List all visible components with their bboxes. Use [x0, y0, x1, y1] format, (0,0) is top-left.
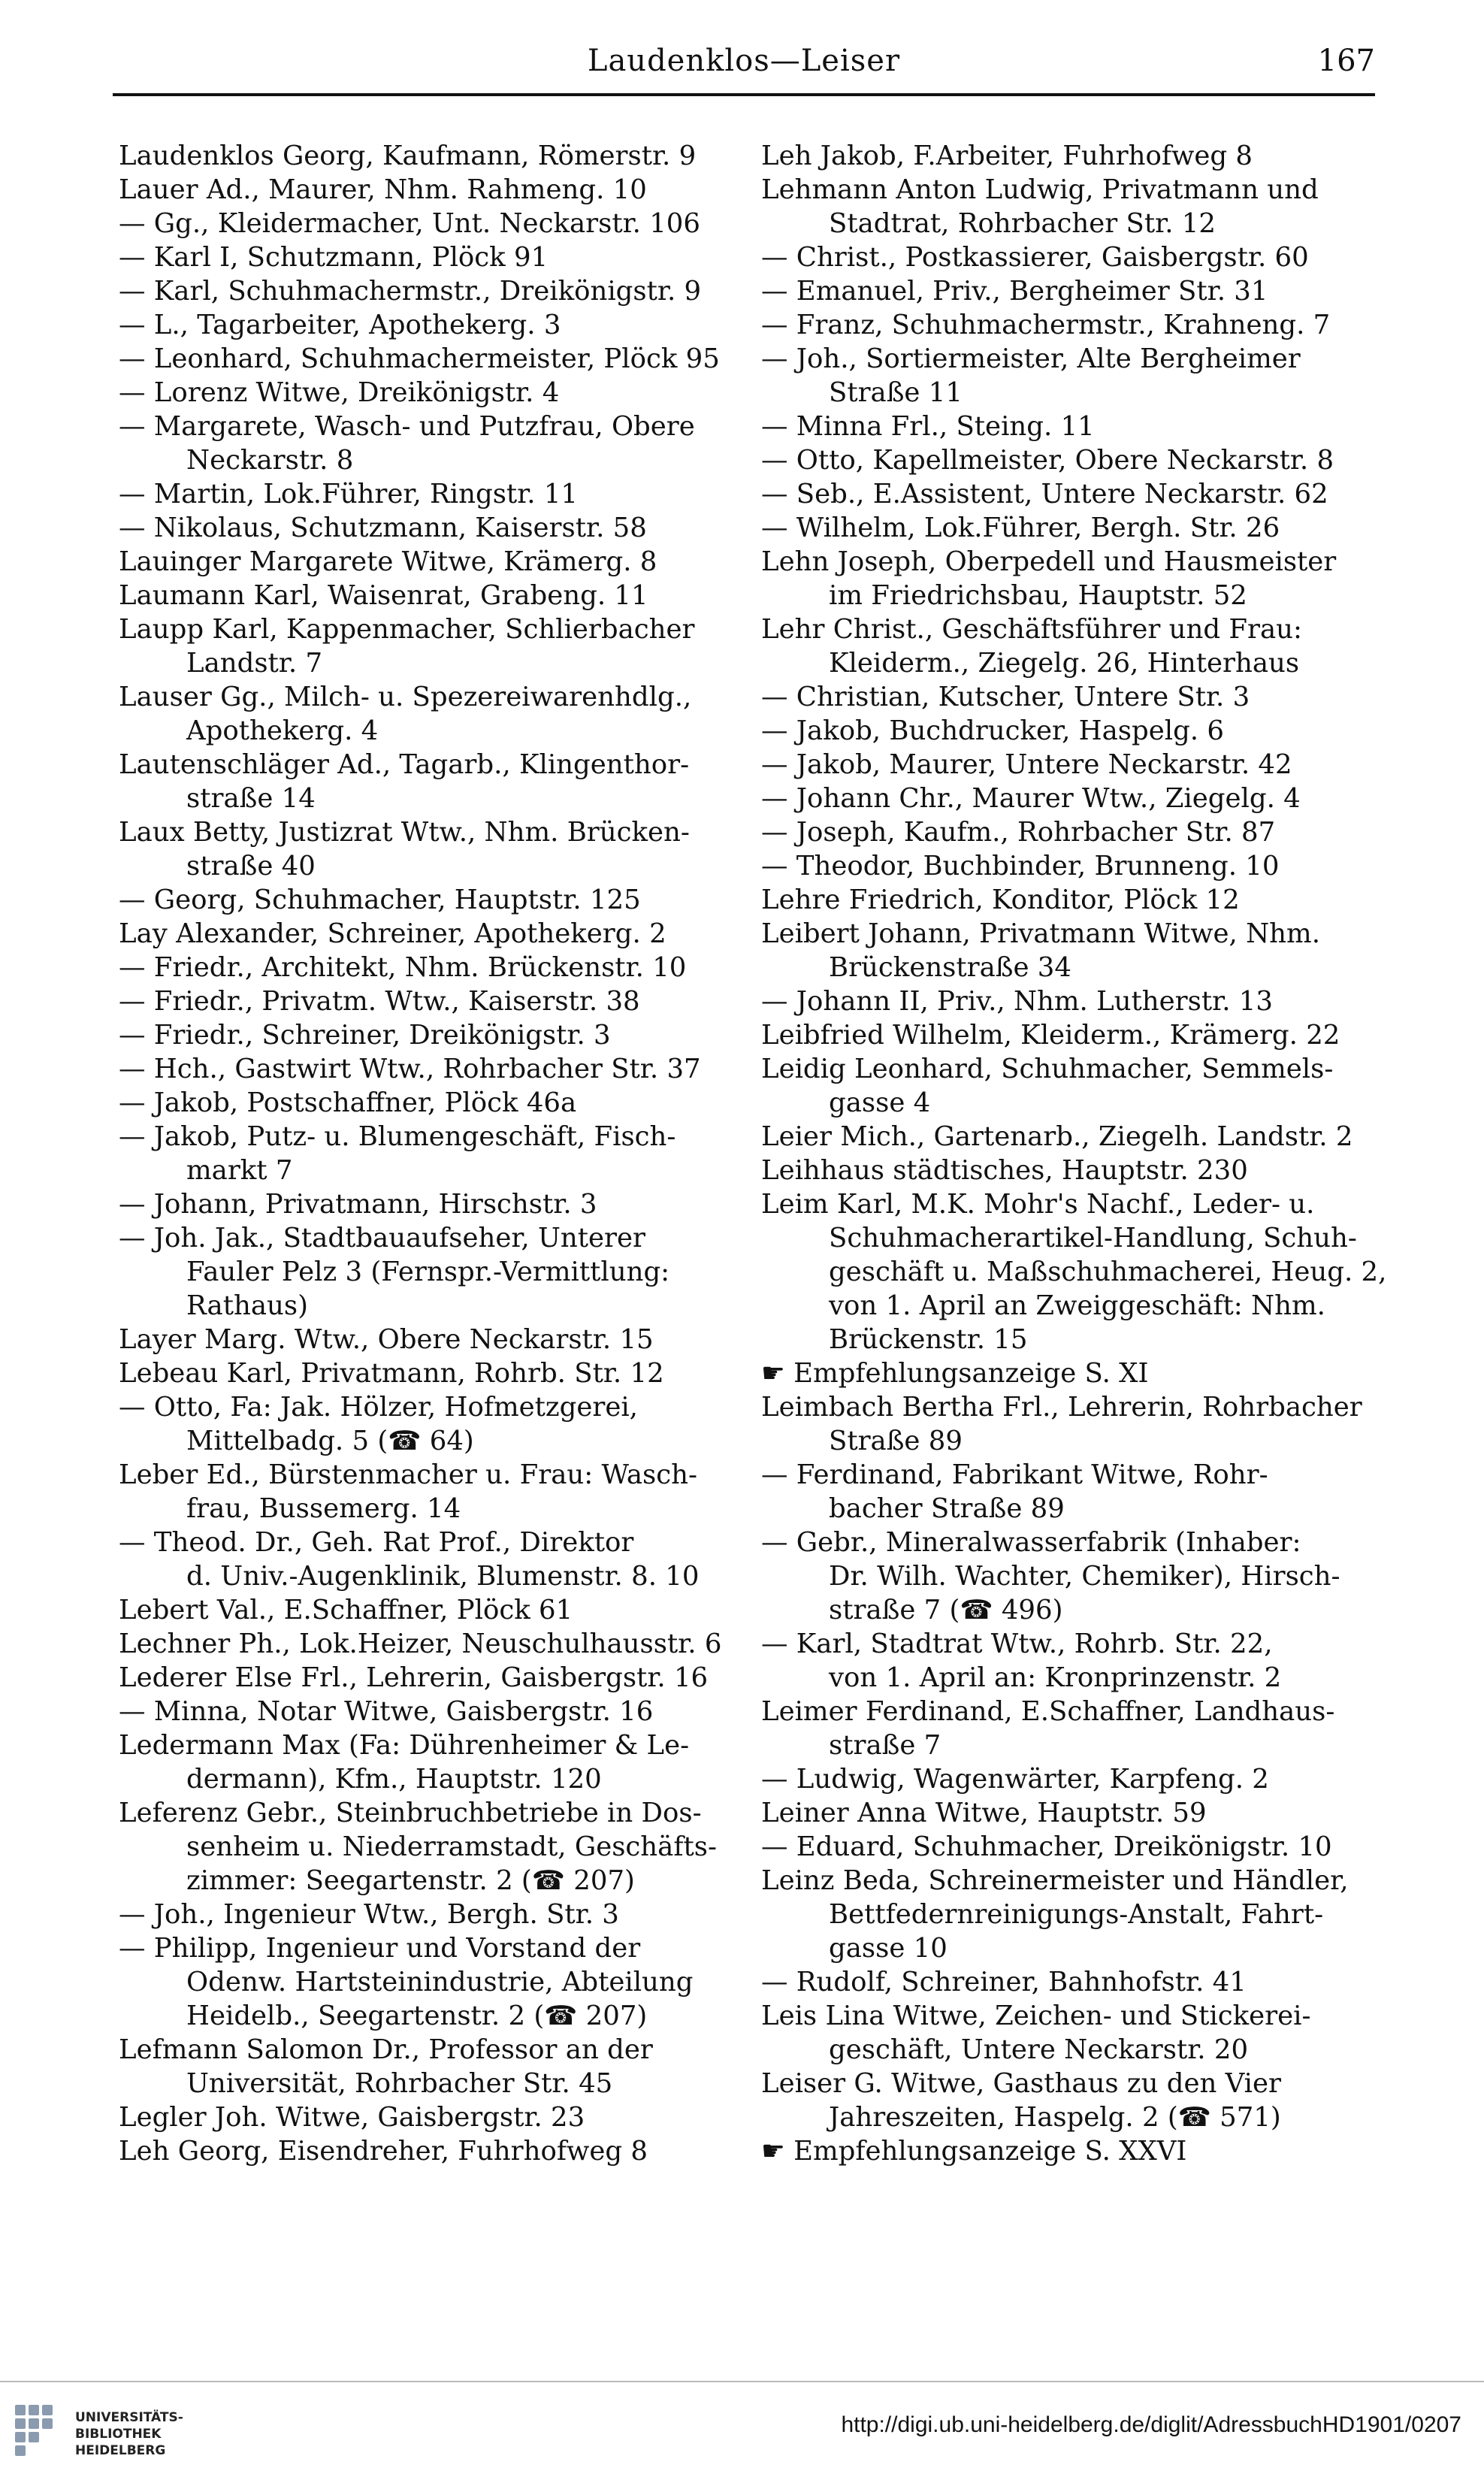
entry-line: ☛ Empfehlungsanzeige S. XI	[761, 1358, 1149, 1389]
entry-line: — Leonhard, Schuhmachermeister, Plöck 95	[119, 343, 720, 374]
entry-line: Lauer Ad., Maurer, Nhm. Rahmeng. 10	[119, 174, 647, 205]
directory-entry	[761, 1864, 1392, 1965]
entry-line: — Theod. Dr., Geh. Rat Prof., Direktor	[119, 1527, 634, 1558]
entry-line: Lechner Ph., Lok.Heizer, Neuschulhausstr. 6	[119, 1629, 722, 1659]
entry-line: Laudenklos Georg, Kaufmann, Römerstr. 9	[119, 141, 697, 171]
entry-line: — Minna Frl., Steing. 11	[761, 411, 1095, 442]
footer-divider	[0, 2381, 1484, 2382]
entry-line: — Hch., Gastwirt Wtw., Rohrbacher Str. 37	[119, 1054, 701, 1084]
directory-entry	[761, 308, 1392, 342]
directory-entry	[761, 1762, 1392, 1796]
entry-line: Laux Betty, Justizrat Wtw., Nhm. Brücken-	[119, 817, 690, 848]
directory-entry	[761, 477, 1392, 511]
directory-entry	[119, 477, 750, 511]
entry-line: Ledermann Max (Fa: Dührenheimer & Le-	[119, 1730, 690, 1761]
entry-continuation-line: Brückenstraße 34	[829, 952, 1071, 983]
entry-continuation-line: Apothekerg. 4	[186, 715, 379, 746]
entry-continuation-line: markt 7	[186, 1155, 293, 1186]
entry-line: — Rudolf, Schreiner, Bahnhofstr. 41	[761, 1967, 1247, 1998]
entry-line: — Christ., Postkassierer, Gaisbergstr. 60	[761, 242, 1309, 273]
directory-entry	[119, 1695, 750, 1728]
directory-entry	[119, 139, 750, 173]
entry-continuation-line: Straße 89	[829, 1426, 963, 1456]
entry-line: — Jakob, Maurer, Untere Neckarstr. 42	[761, 749, 1292, 780]
header-rule	[113, 93, 1375, 96]
entry-line: Laupp Karl, Kappenmacher, Schlierbacher	[119, 614, 695, 645]
entry-continuation-line: geschäft, Untere Neckarstr. 20	[829, 2034, 1249, 2065]
entry-line: Legler Joh. Witwe, Gaisbergstr. 23	[119, 2102, 585, 2133]
entry-line: — Wilhelm, Lok.Führer, Bergh. Str. 26	[761, 513, 1280, 543]
directory-entry	[761, 1356, 1392, 1390]
directory-entry	[119, 274, 750, 308]
directory-entry	[119, 1898, 750, 1931]
entry-line: Lefmann Salomon Dr., Professor an der	[119, 2034, 653, 2065]
entry-line: — Joh., Sortiermeister, Alte Bergheimer	[761, 343, 1301, 374]
directory-entry	[119, 2033, 750, 2100]
entry-line: Lehmann Anton Ludwig, Privatmann und	[761, 174, 1319, 205]
entry-continuation-line: Straße 11	[829, 377, 963, 408]
library-name	[75, 2409, 183, 2459]
entry-line: Leber Ed., Bürstenmacher u. Frau: Wasch-	[119, 1459, 698, 1490]
directory-entry	[761, 173, 1392, 240]
entry-line: — Otto, Kapellmeister, Obere Neckarstr. 8	[761, 445, 1334, 476]
directory-entry	[119, 1086, 750, 1120]
directory-entry	[761, 748, 1392, 782]
entry-continuation-line: gasse 4	[829, 1087, 931, 1118]
directory-entry	[119, 1120, 750, 1187]
entry-line: Lebeau Karl, Privatmann, Rohrb. Str. 12	[119, 1358, 664, 1389]
library-name-line: UNIVERSITÄTS-	[75, 2410, 183, 2425]
entry-continuation-line: Rathaus)	[186, 1290, 308, 1321]
directory-entry	[761, 680, 1392, 714]
entry-line: Leiner Anna Witwe, Hauptstr. 59	[761, 1798, 1207, 1828]
entry-line: — Friedr., Architekt, Nhm. Brückenstr. 10	[119, 952, 687, 983]
entry-line: Lehr Christ., Geschäftsführer und Frau:	[761, 614, 1302, 645]
entry-continuation-line: d. Univ.-Augenklinik, Blumenstr. 8. 10	[186, 1561, 700, 1592]
entry-line: Layer Marg. Wtw., Obere Neckarstr. 15	[119, 1324, 654, 1355]
entry-continuation-line: Landstr. 7	[186, 648, 323, 679]
entry-continuation-line: Heidelb., Seegartenstr. 2 (☎ 207)	[186, 2001, 648, 2031]
entry-line: — Georg, Schuhmacher, Hauptstr. 125	[119, 885, 641, 915]
entry-continuation-line: im Friedrichsbau, Hauptstr. 52	[829, 580, 1247, 611]
right-column	[761, 139, 1392, 2168]
directory-entry	[761, 1187, 1392, 1356]
entry-continuation-line: Dr. Wilh. Wachter, Chemiker), Hirsch-	[829, 1561, 1340, 1592]
entry-line: — Gg., Kleidermacher, Unt. Neckarstr. 106	[119, 208, 700, 239]
entry-continuation-line: straße 7	[829, 1730, 941, 1761]
directory-entry	[761, 1120, 1392, 1154]
directory-entry	[761, 2134, 1392, 2168]
entry-continuation-line: Schuhmacherartikel-Handlung, Schuh-	[829, 1223, 1357, 1254]
directory-entry	[119, 579, 750, 612]
directory-entry	[761, 511, 1392, 545]
directory-entry	[119, 1052, 750, 1086]
entry-line: Lay Alexander, Schreiner, Apothekerg. 2	[119, 918, 666, 949]
entry-line: Lautenschläger Ad., Tagarb., Klingenthor-	[119, 749, 690, 780]
entry-continuation-line: Mittelbadg. 5 (☎ 64)	[186, 1426, 474, 1456]
library-name-line: BIBLIOTHEK	[75, 2427, 162, 2442]
directory-entry	[761, 1018, 1392, 1052]
entry-line: Leis Lina Witwe, Zeichen- und Stickerei-	[761, 2001, 1311, 2031]
directory-entry	[119, 815, 750, 883]
entry-line: — Joh. Jak., Stadtbauaufseher, Unterer	[119, 1223, 645, 1254]
directory-entry	[761, 1695, 1392, 1762]
entry-line: Lebert Val., E.Schaffner, Plöck 61	[119, 1595, 573, 1626]
directory-entry	[761, 849, 1392, 883]
directory-entry	[761, 714, 1392, 748]
entry-line: Lauser Gg., Milch- u. Spezereiwarenhdlg.,	[119, 682, 692, 712]
directory-entry	[761, 410, 1392, 443]
directory-entry	[761, 1052, 1392, 1120]
directory-entry	[119, 173, 750, 207]
entry-line: Leferenz Gebr., Steinbruchbetriebe in Dos-	[119, 1798, 702, 1828]
directory-entry	[119, 1356, 750, 1390]
entry-continuation-line: geschäft u. Maßschuhmacherei, Heug. 2,	[829, 1257, 1387, 1287]
entry-line: — Joseph, Kaufm., Rohrbacher Str. 87	[761, 817, 1276, 848]
entry-line: Leibert Johann, Privatmann Witwe, Nhm.	[761, 918, 1320, 949]
entry-line: Leinz Beda, Schreinermeister und Händler,	[761, 1865, 1349, 1896]
entry-line: — Ferdinand, Fabrikant Witwe, Rohr-	[761, 1459, 1268, 1490]
directory-entry	[119, 240, 750, 274]
library-logo-icon	[15, 2405, 68, 2465]
entry-line: Leh Jakob, F.Arbeiter, Fuhrhofweg 8	[761, 141, 1253, 171]
directory-entry	[119, 207, 750, 240]
entry-line: — Johann, Privatmann, Hirschstr. 3	[119, 1189, 597, 1220]
directory-entry	[119, 1221, 750, 1323]
directory-entry	[761, 139, 1392, 173]
directory-entry	[761, 1526, 1392, 1627]
directory-entry	[119, 748, 750, 815]
directory-entry	[761, 815, 1392, 849]
directory-entry	[119, 1526, 750, 1593]
entry-continuation-line: frau, Bussemerg. 14	[186, 1493, 461, 1524]
entry-line: — Gebr., Mineralwasserfabrik (Inhaber:	[761, 1527, 1301, 1558]
directory-entry	[119, 1458, 750, 1526]
entry-line: Leihhaus städtisches, Hauptstr. 230	[761, 1155, 1248, 1186]
entry-line: — Philipp, Ingenieur und Vorstand der	[119, 1933, 641, 1964]
entry-line: Lehn Joseph, Oberpedell und Hausmeister	[761, 546, 1337, 577]
page-number: 167	[1317, 44, 1375, 78]
entry-continuation-line: Odenw. Hartsteinindustrie, Abteilung	[186, 1967, 694, 1998]
entry-line: Leimbach Bertha Frl., Lehrerin, Rohrbacher	[761, 1392, 1362, 1423]
directory-entry	[119, 1728, 750, 1796]
entry-continuation-line: Neckarstr. 8	[186, 445, 354, 476]
running-title: Laudenklos—Leiser	[587, 44, 901, 78]
entry-line: — Lorenz Witwe, Dreikönigstr. 4	[119, 377, 560, 408]
entry-line: — Emanuel, Priv., Bergheimer Str. 31	[761, 276, 1268, 307]
directory-entry	[761, 443, 1392, 477]
directory-entry	[119, 342, 750, 376]
directory-entry	[119, 2134, 750, 2168]
entry-line: — Seb., E.Assistent, Untere Neckarstr. 62	[761, 479, 1328, 510]
entry-line: — Karl, Stadtrat Wtw., Rohrb. Str. 22,	[761, 1629, 1273, 1659]
entry-continuation-line: Kleiderm., Ziegelg. 26, Hinterhaus	[829, 648, 1300, 679]
directory-entry	[761, 2067, 1392, 2134]
directory-entry	[761, 917, 1392, 984]
directory-entry	[119, 1661, 750, 1695]
directory-entry	[119, 1018, 750, 1052]
directory-entry	[119, 612, 750, 680]
entry-line: — Margarete, Wasch- und Putzfrau, Obere	[119, 411, 695, 442]
entry-continuation-line: dermann), Kfm., Hauptstr. 120	[186, 1764, 602, 1795]
entry-continuation-line: straße 14	[186, 783, 316, 814]
directory-entry	[761, 1830, 1392, 1864]
entry-line: Leim Karl, M.K. Mohr's Nachf., Leder- u.	[761, 1189, 1315, 1220]
directory-entry	[761, 1458, 1392, 1526]
entry-line: — Otto, Fa: Jak. Hölzer, Hofmetzgerei,	[119, 1392, 638, 1423]
library-logo[interactable]	[15, 2397, 210, 2472]
entry-continuation-line: straße 40	[186, 851, 316, 882]
directory-entry	[761, 342, 1392, 410]
entry-line: Leimer Ferdinand, E.Schaffner, Landhaus-	[761, 1696, 1335, 1727]
library-name-line: HEIDELBERG	[75, 2443, 166, 2458]
directory-entry	[119, 951, 750, 984]
directory-entry	[119, 984, 750, 1018]
entry-line: — Friedr., Schreiner, Dreikönigstr. 3	[119, 1020, 611, 1051]
entry-line: — Minna, Notar Witwe, Gaisbergstr. 16	[119, 1696, 654, 1727]
entry-continuation-line: Brückenstr. 15	[829, 1324, 1028, 1355]
directory-entry	[761, 1999, 1392, 2067]
directory-entry	[119, 2100, 750, 2134]
entry-continuation-line: gasse 10	[829, 1933, 948, 1964]
directory-entry	[119, 680, 750, 748]
entry-line: Lederer Else Frl., Lehrerin, Gaisbergstr. 16	[119, 1662, 709, 1693]
entry-line: Leier Mich., Gartenarb., Ziegelh. Landstr. 2	[761, 1121, 1353, 1152]
entry-line: — Jakob, Buchdrucker, Haspelg. 6	[761, 715, 1224, 746]
directory-entry	[119, 308, 750, 342]
directory-entry	[761, 1154, 1392, 1187]
entry-line: — L., Tagarbeiter, Apothekerg. 3	[119, 310, 561, 340]
directory-entry	[761, 612, 1392, 680]
entry-line: — Theodor, Buchbinder, Brunneng. 10	[761, 851, 1280, 882]
directory-entry	[761, 782, 1392, 815]
entry-line: Leidig Leonhard, Schuhmacher, Semmels-	[761, 1054, 1334, 1084]
entry-continuation-line: bacher Straße 89	[829, 1493, 1065, 1524]
directory-entry	[119, 1796, 750, 1898]
entry-line: ☛ Empfehlungsanzeige S. XXVI	[761, 2136, 1187, 2167]
directory-entry	[119, 376, 750, 410]
entry-line: — Karl I, Schutzmann, Plöck 91	[119, 242, 549, 273]
entry-continuation-line: straße 7 (☎ 496)	[829, 1595, 1063, 1626]
directory-entry	[119, 1931, 750, 2033]
entry-line: — Eduard, Schuhmacher, Dreikönigstr. 10	[761, 1831, 1332, 1862]
entry-line: Leh Georg, Eisendreher, Fuhrhofweg 8	[119, 2136, 648, 2167]
entry-line: Laumann Karl, Waisenrat, Grabeng. 11	[119, 580, 648, 611]
page-header	[113, 44, 1375, 96]
left-column	[119, 139, 750, 2168]
directory-entry	[119, 511, 750, 545]
entry-line: Leiser G. Witwe, Gasthaus zu den Vier	[761, 2068, 1282, 2099]
entry-line: — Karl, Schuhmachermstr., Dreikönigstr. 9	[119, 276, 702, 307]
directory-entry	[761, 883, 1392, 917]
directory-entry	[761, 1965, 1392, 1999]
entry-line: — Nikolaus, Schutzmann, Kaiserstr. 58	[119, 513, 647, 543]
entry-line: — Jakob, Putz- u. Blumengeschäft, Fisch-	[119, 1121, 676, 1152]
entry-continuation-line: von 1. April an Zweiggeschäft: Nhm.	[829, 1290, 1325, 1321]
directory-entry	[119, 1627, 750, 1661]
directory-entry	[761, 1390, 1392, 1458]
entry-line: Leibfried Wilhelm, Kleiderm., Krämerg. 22	[761, 1020, 1340, 1051]
entry-line: Lehre Friedrich, Konditor, Plöck 12	[761, 885, 1240, 915]
entry-continuation-line: Jahreszeiten, Haspelg. 2 (☎ 571)	[829, 2102, 1281, 2133]
directory-entry	[119, 883, 750, 917]
directory-entry	[761, 1796, 1392, 1830]
directory-entry	[119, 1390, 750, 1458]
directory-entry	[119, 1323, 750, 1356]
entry-line: — Friedr., Privatm. Wtw., Kaiserstr. 38	[119, 986, 640, 1017]
entry-continuation-line: zimmer: Seegartenstr. 2 (☎ 207)	[186, 1865, 635, 1896]
directory-entry	[761, 274, 1392, 308]
entry-line: — Ludwig, Wagenwärter, Karpfeng. 2	[761, 1764, 1269, 1795]
entry-continuation-line: von 1. April an: Kronprinzenstr. 2	[829, 1662, 1282, 1693]
entry-continuation-line: Stadtrat, Rohrbacher Str. 12	[829, 208, 1216, 239]
directory-entry	[119, 1593, 750, 1627]
directory-entry	[761, 240, 1392, 274]
source-url-link[interactable]: http://digi.ub.uni-heidelberg.de/diglit/AdressbuchHD1901/0207	[841, 2412, 1461, 2437]
entry-line: — Franz, Schuhmachermstr., Krahneng. 7	[761, 310, 1331, 340]
entry-line: — Johann Chr., Maurer Wtw., Ziegelg. 4	[761, 783, 1301, 814]
entry-continuation-line: Fauler Pelz 3 (Fernspr.-Vermittlung:	[186, 1257, 670, 1287]
entry-continuation-line: senheim u. Niederramstadt, Geschäfts-	[186, 1831, 717, 1862]
entry-line: — Martin, Lok.Führer, Ringstr. 11	[119, 479, 579, 510]
directory-entry	[119, 410, 750, 477]
directory-entry	[119, 1187, 750, 1221]
entry-line: — Christian, Kutscher, Untere Str. 3	[761, 682, 1250, 712]
directory-entry	[119, 545, 750, 579]
entry-line: Lauinger Margarete Witwe, Krämerg. 8	[119, 546, 657, 577]
entry-line: — Johann II, Priv., Nhm. Lutherstr. 13	[761, 986, 1273, 1017]
entry-line: — Jakob, Postschaffner, Plöck 46a	[119, 1087, 577, 1118]
entry-line: — Joh., Ingenieur Wtw., Bergh. Str. 3	[119, 1899, 619, 1930]
entry-continuation-line: Universität, Rohrbacher Str. 45	[186, 2068, 613, 2099]
directory-entry	[761, 545, 1392, 612]
directory-entry	[119, 917, 750, 951]
directory-entry	[761, 1627, 1392, 1695]
entry-continuation-line: Bettfedernreinigungs-Anstalt, Fahrt-	[829, 1899, 1324, 1930]
directory-entry	[761, 984, 1392, 1018]
